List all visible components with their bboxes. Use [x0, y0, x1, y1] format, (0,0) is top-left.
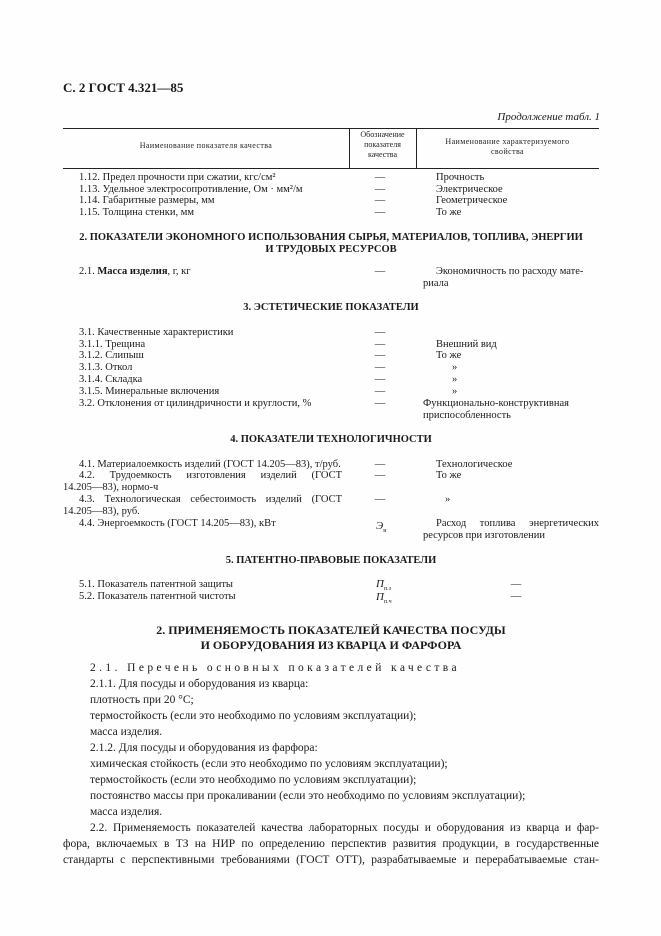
table-continued-label: Продолжение табл. 1 [497, 111, 600, 123]
paragraph: 2.2. Применяемость показателей качества лабораторных посуды и оборудования из кварца и фар- [90, 822, 599, 834]
column-header-symbol: Обозначение показателя качества [360, 130, 405, 159]
paragraph: 2.1.1. Для посуды и оборудования из кварца: [90, 678, 309, 690]
column-header-property: Наименование характеризуемого свойства [445, 137, 570, 156]
paragraph: стандарты с перспективными требованиями (ГОСТ ОТТ), разрабатываемые и перерабатываемые стан- [63, 854, 599, 866]
section-5-title: 5. ПАТЕНТНО-ПРАВОВЫЕ ПОКАЗАТЕЛИ [225, 555, 437, 566]
table-header-bottom-rule [63, 168, 599, 169]
list-item: термостойкость (если это необходимо по условиям эксплуатации); [90, 774, 417, 786]
list-heading: 2.1. Перечень основных показателей качества [90, 662, 460, 674]
list-item: термостойкость (если это необходимо по условиям эксплуатации); [90, 710, 417, 722]
part-2-title: 2. ПРИМЕНЯЕМОСТЬ ПОКАЗАТЕЛЕЙ КАЧЕСТВА ПОСУДЫ И ОБОРУДОВАНИЯ ИЗ КВАРЦА И ФАРФОРА [156, 623, 506, 652]
paragraph: 2.1.2. Для посуды и оборудования из фарфора: [90, 742, 318, 754]
list-item: постоянство массы при прокаливании (если это необходимо по условиям эксплуатации); [90, 790, 526, 802]
section-2-title: 2. ПОКАЗАТЕЛИ ЭКОНОМНОГО ИСПОЛЬЗОВАНИЯ СЫРЬЯ, МАТЕРИАЛОВ, ТОПЛИВА, ЭНЕРГИИ И ТРУДОВЫХ РЕСУРСОВ [79, 232, 583, 255]
section-3-title: 3. ЭСТЕТИЧЕСКИЕ ПОКАЗАТЕЛИ [243, 302, 419, 313]
list-item: масса изделия. [90, 726, 163, 738]
list-item: плотность при 20 °С; [90, 694, 194, 706]
table-top-rule [63, 128, 599, 129]
list-item: масса изделия. [90, 806, 163, 818]
section-4-title: 4. ПОКАЗАТЕЛИ ТЕХНОЛОГИЧНОСТИ [230, 434, 432, 445]
paragraph: фора, включаемых в ТЗ на НИР по определению перспектив развития продукции, в государственные [63, 838, 599, 850]
column-header-name: Наименование показателя качества [139, 141, 273, 150]
page-title: С. 2 ГОСТ 4.321—85 [63, 80, 184, 95]
list-item: химическая стойкость (если это необходимо по условиям эксплуатации); [90, 758, 448, 770]
